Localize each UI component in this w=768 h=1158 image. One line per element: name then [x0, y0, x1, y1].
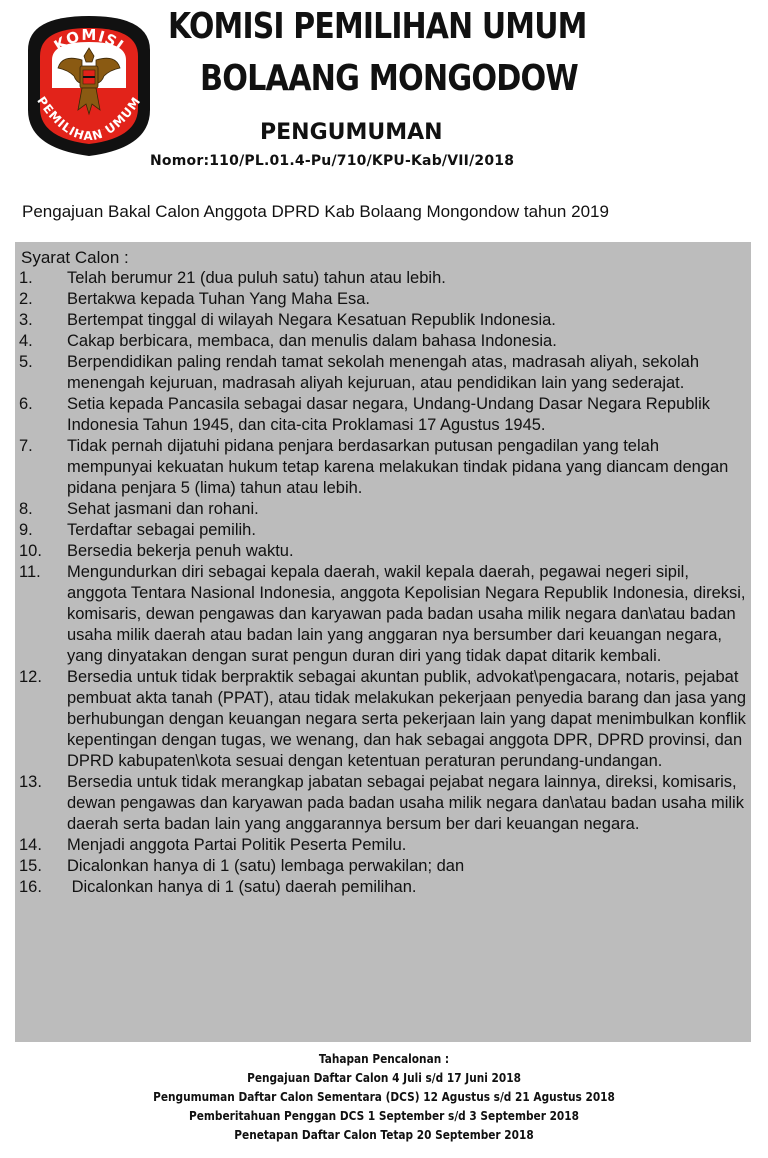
requirement-item [15, 331, 751, 352]
requirement-item [15, 310, 751, 331]
requirement-text: Bertakwa kepada Tuhan Yang Maha Esa. [67, 290, 371, 308]
requirement-item [15, 394, 751, 436]
requirement-number: 3. [19, 311, 33, 329]
requirement-number: 11. [19, 563, 41, 581]
requirement-item [15, 352, 751, 394]
requirement-item [15, 562, 751, 667]
stage-item: Penetapan Daftar Calon Tetap 20 September 2018 [234, 1128, 534, 1142]
requirement-number: 10. [19, 542, 42, 560]
requirement-number: 15. [19, 857, 42, 875]
requirement-text: Bersedia untuk tidak merangkap jabatan sebagai pejabat negara lainnya, direksi, komisaris, dewan pengawas dan karyawan pada badan usaha milik negara dan\atau badan usaha milik daerah serta badan lain yang anggarannya bersum ber dari keuangan negara. [67, 773, 744, 833]
document-number: Nomor:110/PL.01.4-Pu/710/KPU-Kab/VII/2018 [150, 153, 515, 169]
requirement-number: 7. [19, 437, 33, 455]
requirement-text: Bersedia untuk tidak berpraktik sebagai akuntan publik, advokat\pengacara, notaris, pejabat pembuat akta tanah (PPAT), atau tidak melakukan pekerjaan penyedia barang dan jasa yang berhubungan dengan keuangan negara serta pekerjaan lain yang dapat menimbulkan konflik kepentingan dengan tugas, we wenang, dan hak sebagai anggota DPR, DPRD provinsi, dan DPRD kabupaten\kota sesuai dengan ketentuan peraturan perundang-undangan. [67, 668, 747, 770]
requirement-text: Sehat jasmani dan rohani. [67, 500, 259, 518]
requirement-text: Berpendidikan paling rendah tamat sekolah menengah atas, madrasah aliyah, sekolah menengah kejuruan, madrasah aliyah kejuruan, atau pendidikan lain yang sederajat. [67, 353, 699, 392]
requirement-number: 8. [19, 500, 33, 518]
requirement-text: Dicalonkan hanya di 1 (satu) daerah pemilihan. [67, 878, 417, 896]
stage-item: Pengumuman Daftar Calon Sementara (DCS) 12 Agustus s/d 21 Agustus 2018 [153, 1090, 615, 1104]
requirement-number: 2. [19, 290, 33, 308]
requirements-panel [15, 242, 751, 1042]
requirement-item [15, 268, 751, 289]
requirement-number: 16. [19, 878, 42, 896]
requirement-item [15, 436, 751, 499]
stage-item: Pemberitahuan Penggan DCS 1 September s/d 3 September 2018 [189, 1109, 579, 1123]
requirement-text: Setia kepada Pancasila sebagai dasar negara, Undang-Undang Dasar Negara Republik Indonesia Tahun 1945, dan cita-cita Proklamasi 17 Agustus 1945. [67, 395, 711, 434]
logo-bottom-text: PEMILIHAN UMUM [34, 93, 144, 144]
requirement-item [15, 772, 751, 835]
stages-heading: Tahapan Pencalonan : [318, 1052, 450, 1066]
requirement-text: Tidak pernah dijatuhi pidana penjara berdasarkan putusan pengadilan yang telah mempunyai kekuatan hukum tetap karena melakukan tindak pidana yang diancam dengan pidana penjara 5 (lima) tahun atau lebih. [67, 437, 729, 497]
requirement-item [15, 835, 751, 856]
requirement-text: Cakap berbicara, membaca, dan menulis dalam bahasa Indonesia. [67, 332, 557, 350]
requirement-item [15, 499, 751, 520]
requirement-number: 14. [19, 836, 42, 854]
requirement-text: Telah berumur 21 (dua puluh satu) tahun atau lebih. [67, 269, 446, 287]
requirement-item [15, 541, 751, 562]
org-title-line2: BOLAANG MONGODOW [200, 58, 578, 99]
stage-item: Pengajuan Daftar Calon 4 Juli s/d 17 Juni 2018 [247, 1071, 521, 1085]
announcement-subject: Pengajuan Bakal Calon Anggota DPRD Kab Bolaang Mongondow tahun 2019 [22, 202, 609, 221]
requirements-list [15, 268, 751, 898]
requirement-number: 6. [19, 395, 33, 413]
requirement-text: Bersedia bekerja penuh waktu. [67, 542, 294, 560]
org-title-line1: KOMISI PEMILIHAN UMUM [168, 6, 587, 47]
requirement-item [15, 856, 751, 877]
requirement-number: 1. [19, 269, 33, 287]
document-type: PENGUMUMAN [260, 120, 443, 145]
requirement-number: 13. [19, 773, 42, 791]
requirement-item [15, 289, 751, 310]
requirement-item [15, 667, 751, 772]
requirement-text: Dicalonkan hanya di 1 (satu) lembaga perwakilan; dan [67, 857, 465, 875]
requirement-item [15, 877, 751, 898]
requirement-number: 9. [19, 521, 33, 539]
requirement-item [15, 520, 751, 541]
requirement-text: Bertempat tinggal di wilayah Negara Kesatuan Republik Indonesia. [67, 311, 556, 329]
requirement-text: Menjadi anggota Partai Politik Peserta Pemilu. [67, 836, 407, 854]
requirement-number: 4. [19, 332, 33, 350]
kpu-logo [20, 10, 158, 160]
nomination-stages [0, 1050, 768, 1145]
requirement-text: Mengundurkan diri sebagai kepala daerah, wakil kepala daerah, pegawai negeri sipil, anggota Tentara Nasional Indonesia, anggota Kepolisian Negara Republik Indonesia, direksi, komisaris, dewan pengawas dan karyawan pada badan usaha milik negara dan\atau badan usaha milik daerah atau badan lain yang anggaran nya bersumber dari keuangan negara, yang dinyatakan dengan surat pengun duran diri yang tidak dapat ditarik kembali. [67, 563, 746, 665]
requirement-text: Terdaftar sebagai pemilih. [67, 521, 256, 539]
requirements-heading: Syarat Calon : [21, 248, 129, 267]
requirement-number: 5. [19, 353, 33, 371]
requirement-number: 12. [19, 668, 42, 686]
logo-top-text: KOMISI [50, 25, 128, 55]
